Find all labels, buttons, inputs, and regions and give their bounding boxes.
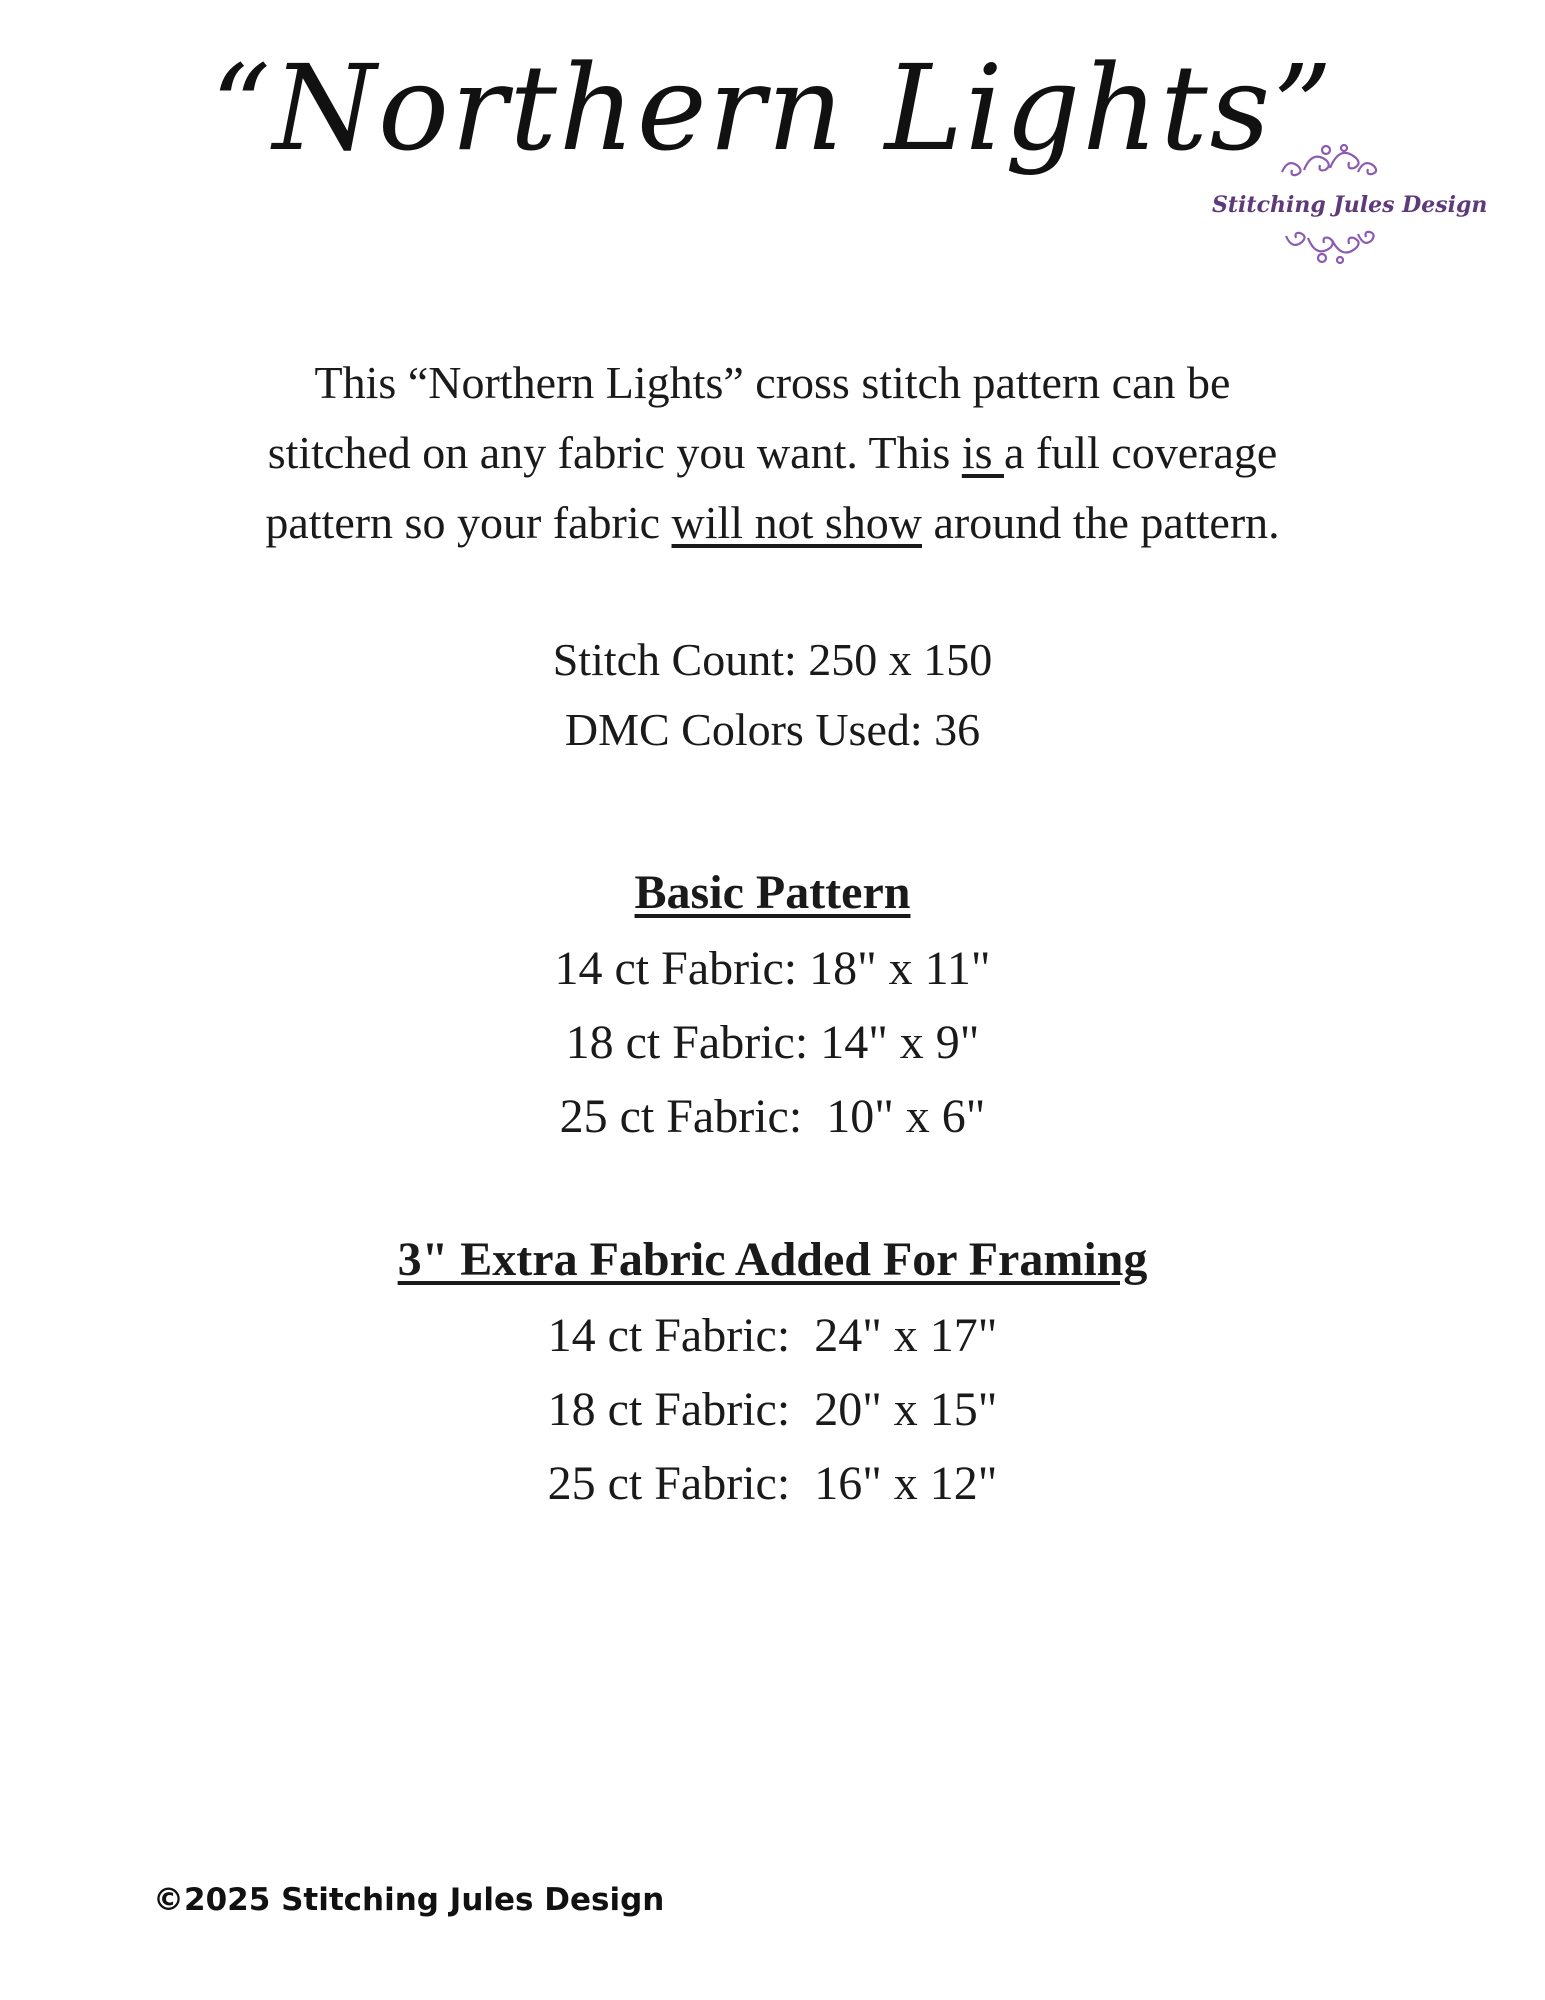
pattern-stats (0, 625, 1545, 765)
framing-section (0, 1225, 1545, 1521)
intro-text: a full coverage (1004, 427, 1278, 478)
pattern-title: “Northern Lights” (210, 39, 1335, 177)
intro-text: around the pattern. (922, 497, 1280, 548)
section-heading: Basic Pattern (634, 866, 911, 919)
intro-paragraph (150, 348, 1395, 558)
fabric-size-line: 25 ct Fabric: 10" x 6" (559, 1090, 986, 1143)
stitch-count: Stitch Count: 250 x 150 (552, 634, 993, 685)
logo-text: Stitching Jules Design (1212, 192, 1488, 218)
fabric-size-line: 14 ct Fabric: 18" x 11" (554, 942, 991, 995)
swirl-ornament-icon (1274, 142, 1384, 182)
intro-emphasis-underlined: is (961, 427, 1004, 478)
fabric-size-line: 14 ct Fabric: 24" x 17" (547, 1309, 998, 1362)
swirl-ornament-icon (1274, 226, 1384, 266)
basic-pattern-section (0, 858, 1545, 1154)
intro-text: pattern so your fabric (265, 497, 672, 548)
fabric-size-line: 18 ct Fabric: 14" x 9" (565, 1016, 980, 1069)
dmc-colors-used: DMC Colors Used: 36 (564, 704, 981, 755)
brand-logo (1212, 142, 1488, 272)
copyright-footer: ©2025 Stitching Jules Design (153, 1882, 665, 1918)
intro-line: This “Northern Lights” cross stitch pattern can be (314, 357, 1231, 408)
intro-emphasis-underlined: will not show (671, 497, 922, 548)
intro-line (150, 488, 1395, 558)
section-heading: 3" Extra Fabric Added For Framing (397, 1233, 1148, 1286)
intro-line (150, 418, 1395, 488)
intro-text: stitched on any fabric you want. This (267, 427, 962, 478)
fabric-size-line: 18 ct Fabric: 20" x 15" (547, 1383, 998, 1436)
fabric-size-line: 25 ct Fabric: 16" x 12" (547, 1457, 998, 1510)
